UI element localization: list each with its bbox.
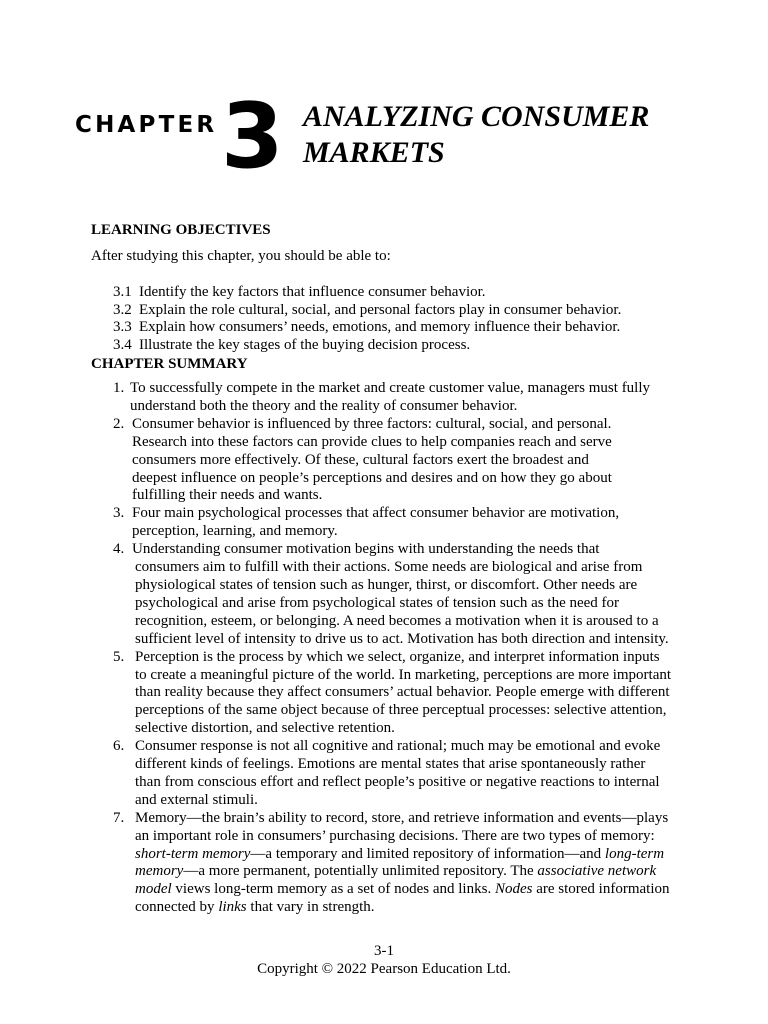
summary-line: connected by links that vary in strength. [135,899,375,916]
chapter-title [303,99,743,171]
objective-text: Explain the role cultural, social, and personal factors play in consumer behavior. [139,301,622,318]
summary-line: physiological states of tension such as hunger, thirst, or discomfort. Other needs are [135,576,638,593]
summary-line: Consumer behavior is influenced by three factors: cultural, social, and personal. [132,415,612,432]
objective-text: Explain how consumers’ needs, emotions, and memory influence their behavior. [139,319,621,336]
summary-line: than reality because they affect consumers’ actual behavior. People emerge with different [135,684,670,701]
chapter-summary-heading: CHAPTER SUMMARY [91,356,248,372]
page-number: 3-1 [374,943,394,959]
term-short-term-memory: short-term memory [135,845,251,862]
summary-line: Research into these factors can provide clues to help companies reach and serve [132,433,612,450]
summary-item-number: 6. [113,738,125,755]
copyright-notice: Copyright © 2022 Pearson Education Ltd. [257,961,511,977]
summary-item [113,541,678,648]
chapter-number: 3 [221,84,282,189]
summary-item-number: 7. [113,809,125,826]
summary-line: Memory—the brain’s ability to record, store, and retrieve information and events—plays [135,809,669,826]
learning-objectives-heading: LEARNING OBJECTIVES [91,222,271,238]
summary-item-number: 2. [113,415,125,432]
summary-line: selective distortion, and selective retention. [135,720,395,737]
summary-item [113,380,678,416]
summary-list [113,380,678,917]
chapter-title-line-1: ANALYZING CONSUMER [303,100,650,133]
summary-item-number: 3. [113,505,125,522]
summary-item-number: 5. [113,648,125,665]
summary-line: to create a meaningful picture of the world. In marketing, perceptions are more important [135,666,672,683]
objective-item [113,319,621,337]
summary-item [113,810,678,917]
summary-line: model views long-term memory as a set of nodes and links. Nodes are stored information [135,881,670,898]
summary-line: perceptions of the same object because of three perceptual processes: selective attention, [135,702,667,719]
objective-item [113,302,621,320]
summary-line: than from conscious effort and reflect people’s positive or negative reactions to internal [135,773,660,790]
summary-line: Four main psychological processes that affect consumer behavior are motivation, [132,505,620,522]
objective-number: 3.4 [113,336,132,353]
summary-item-number: 4. [113,541,125,558]
summary-line: perception, learning, and memory. [132,523,338,540]
summary-line: short-term memory—a temporary and limited repository of information—and long-term [135,845,665,862]
summary-item [113,505,678,541]
term-nodes: Nodes [494,881,533,898]
term-associative-network: associative network [537,863,657,880]
objective-text: Illustrate the key stages of the buying decision process. [139,336,471,353]
objective-number: 3.3 [113,319,132,336]
summary-line: sufficient level of intensity to drive us to act. Motivation has both direction and intensity. [135,630,669,647]
chapter-label: CHAPTER [75,112,218,138]
summary-line: memory—a more permanent, potentially unlimited repository. The associative network [135,863,657,880]
summary-line: deepest influence on people’s perceptions and desires and on how they go about [132,469,612,486]
summary-item [113,738,678,810]
objectives-list [113,284,621,354]
summary-line: fulfilling their needs and wants. [132,487,323,504]
term-links: links [218,899,247,916]
objective-number: 3.1 [113,284,132,300]
summary-line: psychological and arise from psychological states of tension such as the need for [135,594,620,611]
objective-item [113,337,621,355]
objective-item [113,284,621,302]
summary-line: understand both the theory and the reality of consumer behavior. [130,397,518,414]
term-memory: memory [135,863,184,880]
summary-item-number: 1. [113,380,125,396]
chapter-title-line-2: MARKETS [303,136,445,169]
summary-line: Perception is the process by which we select, organize, and interpret information inputs [135,648,660,665]
summary-line: Consumer response is not all cognitive and rational; much may be emotional and evoke [135,738,661,755]
summary-item [113,416,678,506]
objective-number: 3.2 [113,301,132,318]
summary-line: recognition, esteem, or belonging. A need becomes a motivation when it is aroused to a [135,612,659,629]
term-long-term: long-term [604,845,665,862]
summary-line: consumers more effectively. Of these, cultural factors exert the broadest and [132,451,589,468]
summary-line: consumers aim to fulfill with their actions. Some needs are biological and arise from [135,559,643,576]
summary-line: and external stimuli. [135,791,258,808]
summary-line: Understanding consumer motivation begins with understanding the needs that [132,541,600,558]
summary-item [113,649,678,739]
summary-line: different kinds of feelings. Emotions are mental states that arise spontaneously rather [135,756,646,773]
summary-line: To successfully compete in the market and create customer value, managers must fully [130,380,651,396]
summary-line: an important role in consumers’ purchasing decisions. There are two types of memory: [135,827,655,844]
objectives-intro: After studying this chapter, you should be able to: [91,248,391,264]
term-model: model [135,881,172,898]
objective-text: Identify the key factors that influence consumer behavior. [139,284,486,300]
